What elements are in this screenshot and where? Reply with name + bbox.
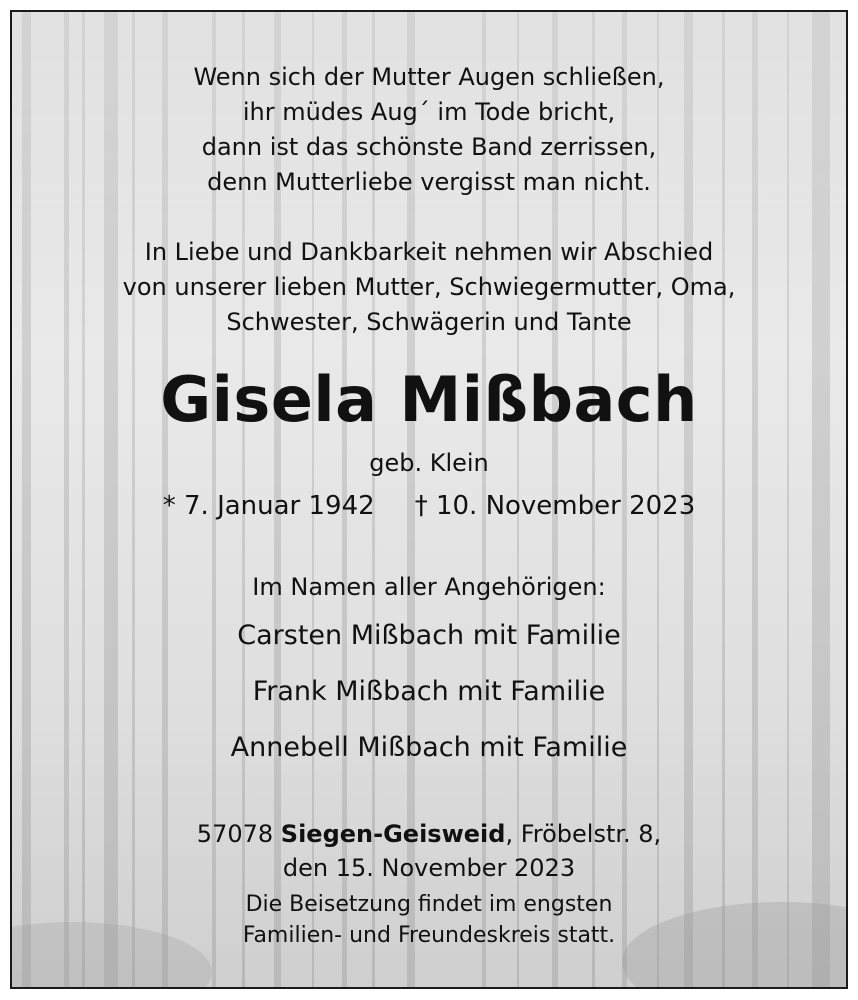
obituary-card <box>10 10 848 989</box>
list-item: Frank Mißbach mit Familie <box>252 676 606 707</box>
mourners-heading: Im Namen aller Angehörigen: <box>252 573 606 601</box>
mourners-list <box>12 608 846 776</box>
notice-line: Familien- und Freundeskreis statt. <box>242 923 616 948</box>
postcode: 57078 <box>196 820 274 848</box>
birth-name: geb. Klein <box>369 449 489 477</box>
poem-line: Wenn sich der Mutter Augen schließen, <box>193 63 665 91</box>
list-item: Carsten Mißbach mit Familie <box>237 620 621 651</box>
poem-line: denn Mutterliebe vergisst man nicht. <box>207 168 651 196</box>
birth-date: * 7. Januar 1942 <box>162 491 375 521</box>
intro-line: Schwester, Schwägerin und Tante <box>226 308 632 336</box>
deceased-name: Gisela Mißbach <box>160 363 698 436</box>
intro-line: In Liebe und Dankbarkeit nehmen wir Abschied <box>144 238 714 266</box>
poem-line: ihr müdes Aug´ im Tode bricht, <box>242 98 616 126</box>
poem-line: dann ist das schönste Band zerrissen, <box>201 133 657 161</box>
notice-date: den 15. November 2023 <box>282 854 576 882</box>
address-line <box>12 817 846 851</box>
life-dates <box>12 486 846 526</box>
list-item: Annebell Mißbach mit Familie <box>230 732 628 763</box>
farewell-intro <box>12 235 846 340</box>
street: , Fröbelstr. 8, <box>505 820 662 848</box>
address-block <box>12 817 846 885</box>
intro-line: von unserer lieben Mutter, Schwiegermutter, Oma, <box>122 273 736 301</box>
death-date: † 10. November 2023 <box>414 491 696 521</box>
city: Siegen-Geisweid <box>280 820 506 848</box>
funeral-notice <box>12 889 846 951</box>
poem <box>12 60 846 200</box>
notice-line: Die Beisetzung findet im engsten <box>245 892 613 917</box>
